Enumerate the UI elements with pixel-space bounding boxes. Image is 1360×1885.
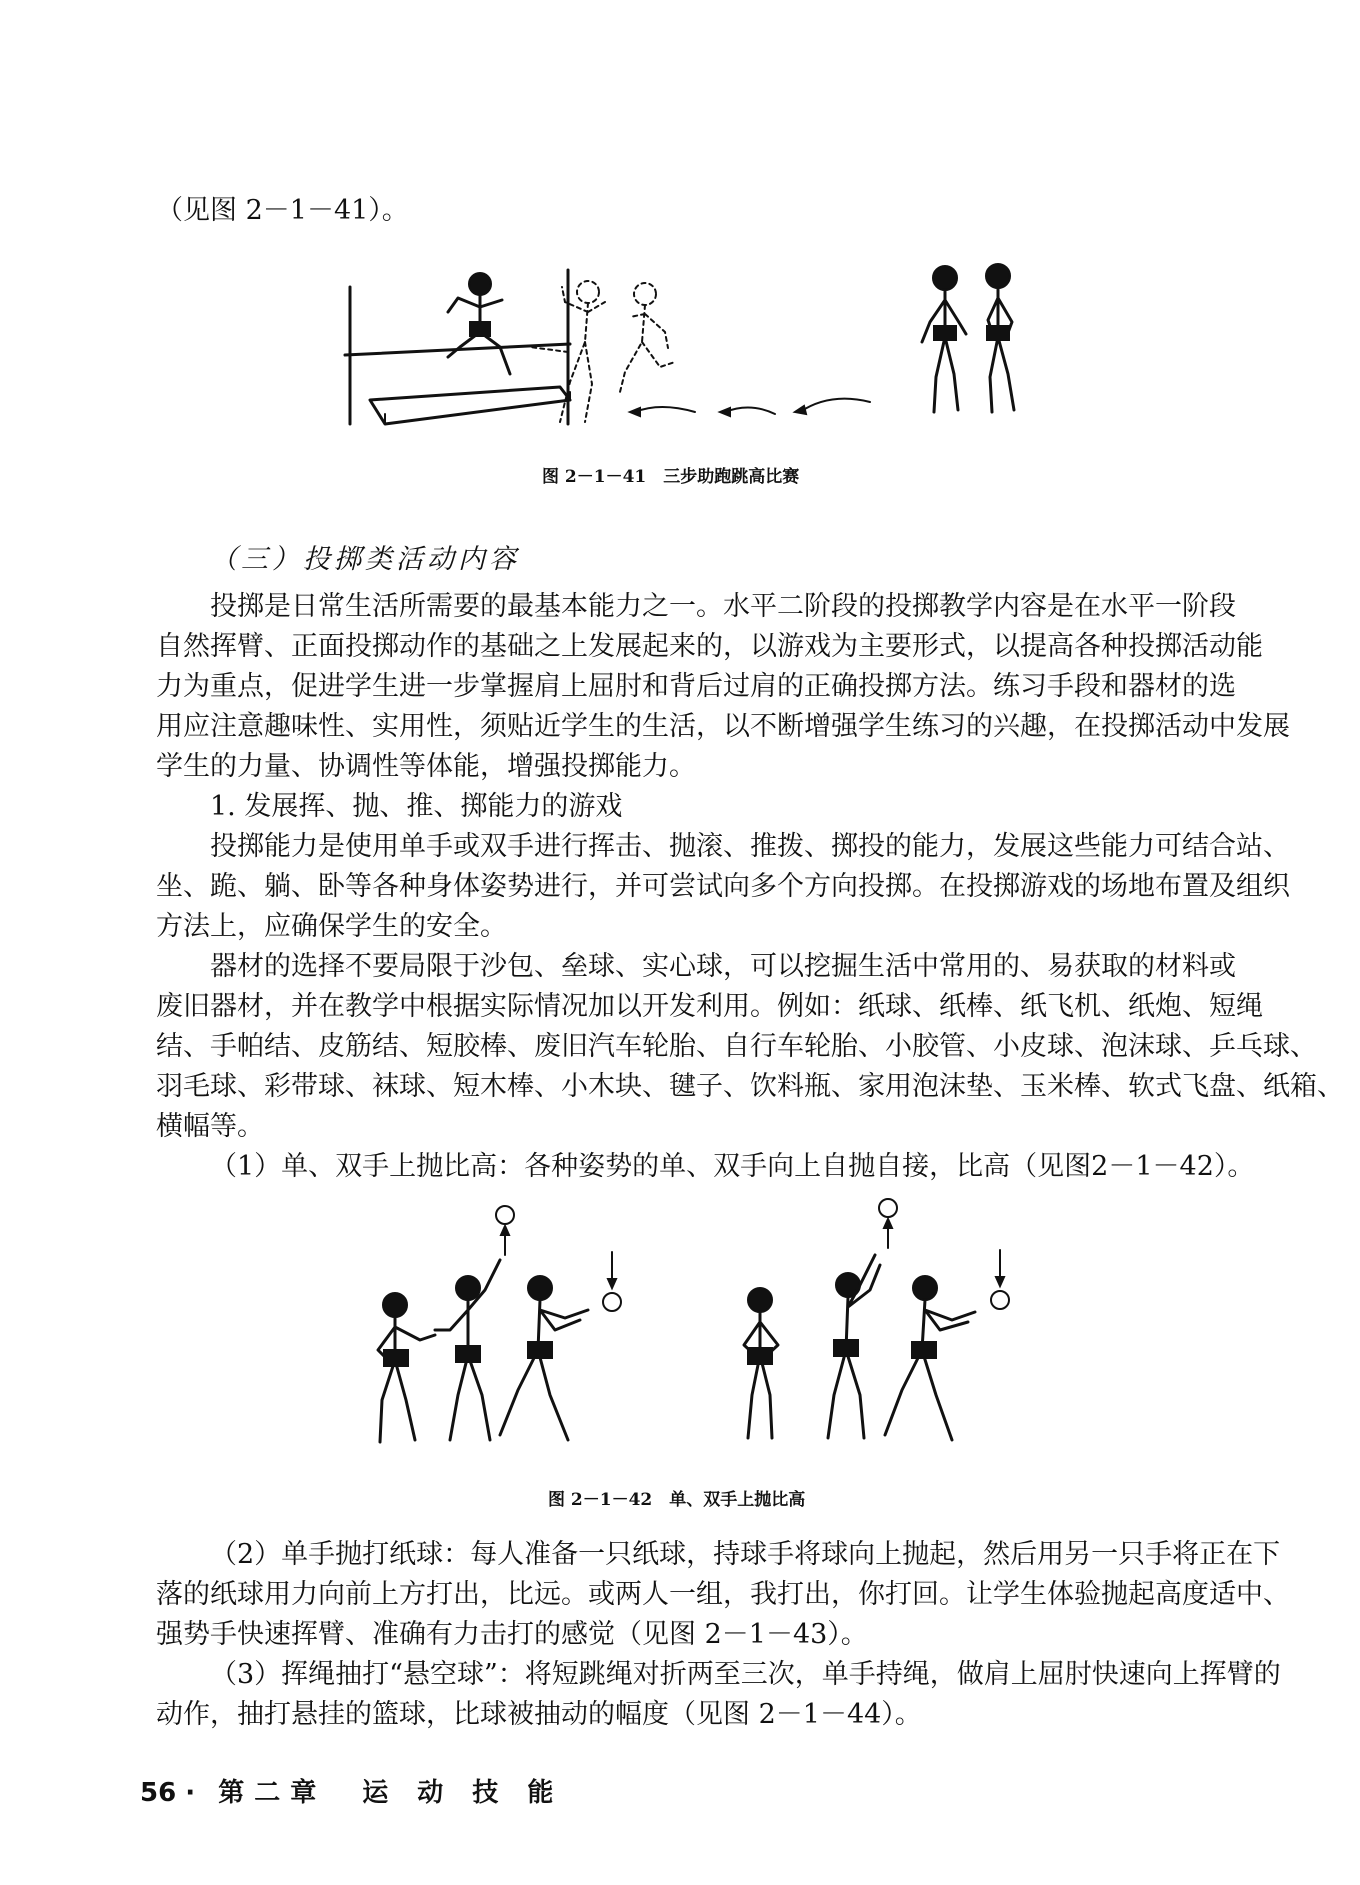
toss-figure-4: [744, 1288, 778, 1438]
intro-line: （见图 2－1－41）。: [156, 195, 409, 226]
para2-line: 坐、跪、躺、卧等各种身体姿势进行，并可尝试向多个方向投掷。在投掷游戏的场地布置及组织: [156, 871, 1290, 902]
para2-line: 方法上，应确保学生的安全。: [156, 911, 507, 942]
para1-line: 力为重点，促进学生进一步掌握肩上屈肘和背后过肩的正确投掷方法。练习手段和器材的选: [156, 671, 1236, 702]
section-title: （三）投掷类活动内容: [210, 544, 520, 575]
ball: [496, 1206, 514, 1224]
item-2-line: 落的纸球用力向前上方打出，比远。或两人一组，我打出，你打回。让学生体验抛起高度适中、: [156, 1579, 1290, 1610]
landing-mat: [370, 387, 570, 424]
figure-toss: [340, 1190, 1060, 1470]
item-3-line: 动作，抽打悬挂的篮球，比球被抽动的幅度（见图 2－1－44）。: [156, 1699, 922, 1730]
para2-line: 投掷能力是使用单手或双手进行挥击、抛滚、推拨、掷投的能力，发展这些能力可结合站、: [210, 831, 1290, 862]
page-number: 56: [140, 1778, 177, 1808]
ball: [603, 1293, 621, 1311]
ball: [879, 1199, 897, 1217]
figure-42-caption: 图 2－1－42 单、双手上抛比高: [548, 1490, 806, 1510]
para1-line: 自然挥臂、正面投掷动作的基础之上发展起来的，以游戏为主要形式，以提高各种投掷活动能: [156, 631, 1263, 662]
jumper-figure: [448, 273, 510, 374]
item-2-line: （2）单手抛打纸球：每人准备一只纸球，持球手将球向上抛起，然后用另一只手将正在下: [210, 1539, 1281, 1570]
footer-separator: ·: [185, 1778, 196, 1808]
waiting-figure-2: [986, 264, 1014, 412]
para3-line: 羽毛球、彩带球、袜球、短木棒、小木块、毽子、饮料瓶、家用泡沫垫、玉米棒、软式飞盘、纸箱、: [156, 1071, 1344, 1102]
approach-figure-dashed-2: [620, 283, 675, 392]
toss-figure-1: [378, 1293, 435, 1442]
toss-figure-2: [435, 1260, 500, 1440]
figure-41-caption: 图 2－1－41 三步助跑跳高比赛: [542, 467, 800, 487]
toss-figure-3: [500, 1276, 588, 1440]
para3-line: 横幅等。: [156, 1111, 264, 1142]
figure-high-jump: [330, 262, 1030, 442]
para1-line: 投掷是日常生活所需要的最基本能力之一。水平二阶段的投掷教学内容是在水平一阶段: [210, 591, 1236, 622]
chapter-title: 第二章 运 动 技 能: [218, 1778, 564, 1808]
page-footer: [140, 1772, 563, 1809]
para3-line: 器材的选择不要局限于沙包、垒球、实心球，可以挖掘生活中常用的、易获取的材料或: [210, 951, 1236, 982]
para3-line: 废旧器材，并在教学中根据实际情况加以开发利用。例如：纸球、纸棒、纸飞机、纸炮、短绳: [156, 991, 1263, 1022]
subheading-1: 1. 发展挥、抛、推、掷能力的游戏: [210, 791, 623, 822]
item-3-line: （3）挥绳抽打“悬空球”：将短跳绳对折两至三次，单手持绳，做肩上屈肘快速向上挥臂的: [210, 1659, 1281, 1690]
item-2-line: 强势手快速挥臂、准确有力击打的感觉（见图 2－1－43）。: [156, 1619, 868, 1650]
item-1: （1）单、双手上抛比高：各种姿势的单、双手向上自抛自接，比高（见图2－1－42）。: [210, 1151, 1255, 1182]
para1-line: 用应注意趣味性、实用性，须贴近学生的生活，以不断增强学生练习的兴趣，在投掷活动中发展: [156, 711, 1290, 742]
toss-figure-6: [885, 1276, 975, 1440]
toss-figure-5: [828, 1255, 880, 1438]
waiting-figure-1: [922, 266, 966, 412]
para3-line: 结、手帕结、皮筋结、短胶棒、废旧汽车轮胎、自行车轮胎、小胶管、小皮球、泡沫球、乒乓球、: [156, 1031, 1317, 1062]
ball: [991, 1291, 1009, 1309]
para1-line: 学生的力量、协调性等体能，增强投掷能力。: [156, 751, 696, 782]
